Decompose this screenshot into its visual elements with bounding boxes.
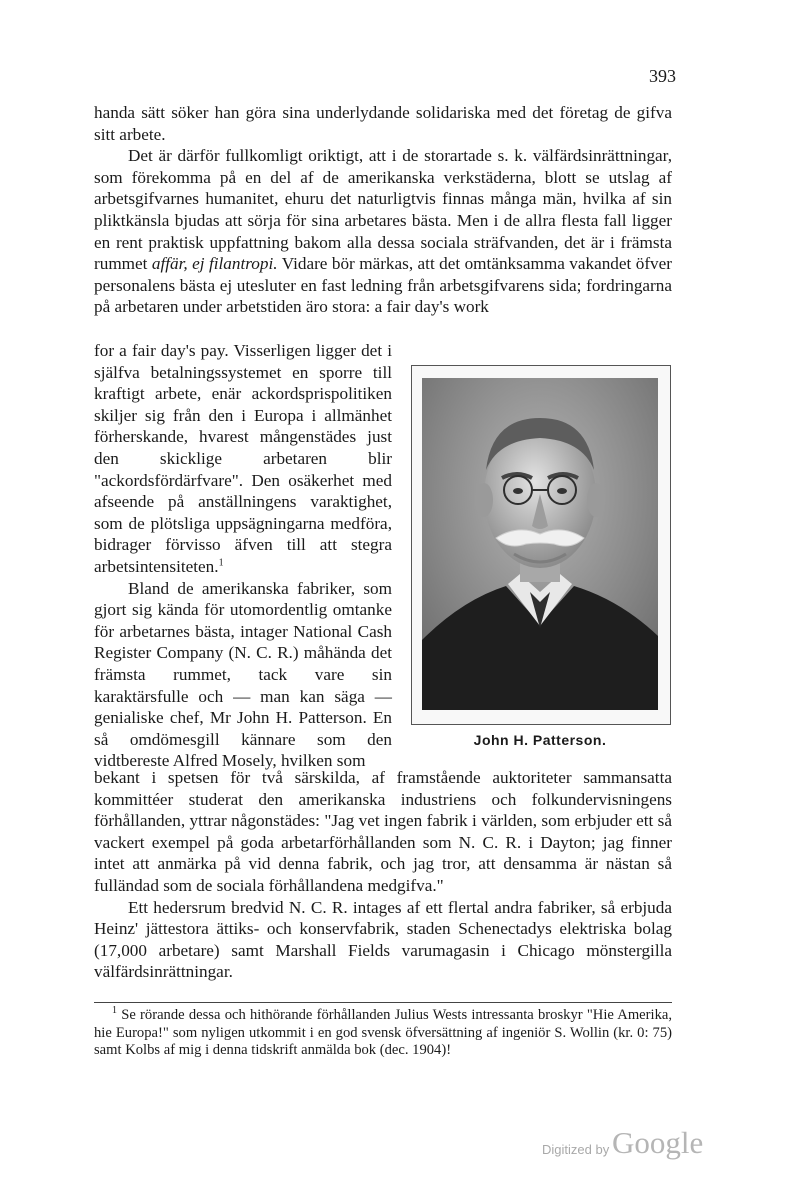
footnote-reference: 1	[218, 557, 224, 569]
watermark-prefix: Digitized by	[542, 1142, 610, 1157]
paragraph-payment-text: for a fair day's pay. Visserligen ligger det i själfva betalningssystemet en sporre till kraftigt arbete, enär ackordsprispolitiken skiljer sig från den i Europa i allmänhet förherskande, hvarest mångenstädes just den skicklige arbetaren blir "ackordsfördärfvare". Den osäkerhet med afseende på anställningens varaktighet, som de plötsliga uppsägningarna medföra, bidrager förvisso äfven till att stegra arbetsintensiteten.	[94, 341, 392, 576]
portrait-figure	[411, 365, 671, 725]
footnote-marker: 1	[112, 1005, 117, 1017]
paragraph-payment	[94, 340, 392, 578]
google-logo: Google	[612, 1125, 704, 1160]
emphasis-affar: affär, ej filantropi.	[151, 254, 278, 274]
paragraph-continuation: handa sätt söker han göra sina underlydande solidariska med det företag de gifva sitt arbete.	[94, 103, 672, 144]
paragraph-welfare	[94, 145, 672, 318]
footnote-1	[94, 1007, 672, 1060]
paragraph-mosely-quote: bekant i spetsen för två särskilda, af framstående auktoriteter sammansatta kommittéer studerat den amerikanska industriens och folkundervisningens förhållanden, yttrar någonstädes: "Jag vet ingen fabrik i världen, som erbjuder ett så vackert exempel på goda arbetarförhållanden som N. C. R. i Dayton; jag finner intet att anmärka på vid denna fabrik, och jag tror, att densamma är nästan så fulländad som de sociala förhållandena medgifva."	[94, 768, 672, 895]
footnote-section	[94, 1002, 672, 1060]
paragraph-ncr: Bland de amerikanska fabriker, som gjort sig kända för utomordentlig omtanke för arbetarnes bästa, intager National Cash Register Company (N. C. R.) måhända det främsta rummet, tack vare sin karaktärsfulle och — man kan säga — genialiske chef, Mr John H. Patterson. En så omdömesgill kännare som den vidtbereste Alfred Mosely, hvilken som	[94, 578, 392, 771]
figure-caption: John H. Patterson.	[473, 732, 607, 748]
portrait-photo	[422, 378, 658, 710]
digitized-watermark	[542, 1125, 722, 1162]
footnote-text: Se rörande dessa och hithörande förhållanden Julius Wests intressanta broskyr "Hie Amerika, hie Europa!" som nyligen utkommit i en god svensk öfversättning af ingeniör S. Wollin (kr. 0: 75) samt Kolbs af mig i denna tidskrift anmälda bok (dec. 1904)!	[94, 1007, 672, 1058]
page-number: 393	[649, 66, 676, 86]
body-text-bottom	[94, 767, 672, 983]
paragraph-other-factories: Ett hedersrum bredvid N. C. R. intages af ett flertal andra fabriker, så erbjuda Heinz' jättestora ättiks- och konservfabrik, staden Schenectadys elektriska bolag (17,000 arbetare) samt Marshall Fields varumagasin i Chicago mönstergilla välfärdsinrättningar.	[94, 897, 672, 982]
body-text-left-column	[94, 340, 392, 772]
paragraph-welfare-part-a: Det är därför fullkomligt oriktigt, att i de storartade s. k. välfärdsinrättningar, som förekomma på en del af de amerikanska verkstäderna, blott se utslag af arbetsgifvarnes humanitet, ehuru det naturligtvis finnas många män, hvilka af sin pliktkänsla bjudas att sörja för sina arbetares bästa. Men i de allra flesta fall ligger en rent praktisk uppfattning bakom alla dessa sociala sträfvanden, det är i främsta rummet	[94, 146, 672, 274]
body-text-top	[94, 102, 672, 318]
paragraph-welfare-part-b: Vidare bör märkas, att det omtänksamma vakandet öfver personalens bästa ej utesluter en fast ledning från arbetsgifvarens sida; fordringarna på arbetaren under arbetstiden äro stora: a fair day's work	[94, 254, 672, 317]
